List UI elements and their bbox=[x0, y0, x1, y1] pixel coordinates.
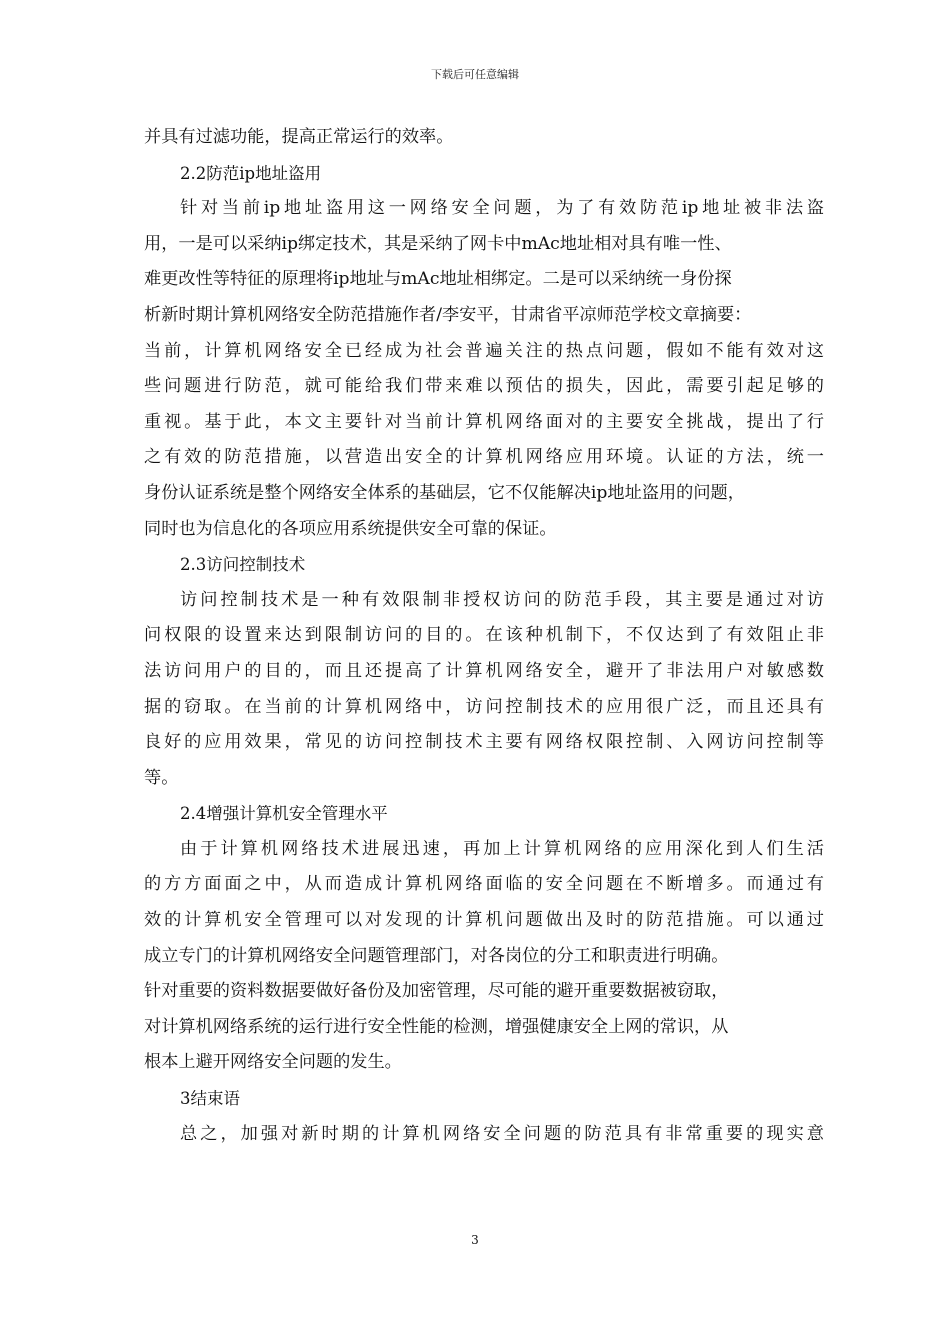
text-line: 总之，加强对新时期的计算机网络安全问题的防范具有非常重要的现实意 bbox=[180, 1123, 824, 1144]
text-line: 身份认证系统是整个网络安全体系的基础层，它不仅能解决ip地址盗用的问题， bbox=[144, 482, 745, 503]
section-heading: 2.4增强计算机安全管理水平 bbox=[180, 804, 388, 824]
text-line: 重视。基于此，本文主要针对当前计算机网络面对的主要安全挑战，提出了行 bbox=[144, 411, 824, 432]
text-line: 析新时期计算机网络安全防范措施作者/李安平，甘肃省平凉师范学校文章摘要： bbox=[144, 304, 752, 325]
text-line: 同时也为信息化的各项应用系统提供安全可靠的保证。 bbox=[144, 518, 557, 539]
text-line: 之有效的防范措施，以营造出安全的计算机网络应用环境。认证的方法，统一 bbox=[144, 447, 824, 468]
text-line: 对计算机网络系统的运行进行安全性能的检测，增强健康安全上网的常识，从 bbox=[144, 1016, 729, 1037]
text-line: 由于计算机网络技术进展迅速，再加上计算机网络的应用深化到人们生活 bbox=[180, 838, 824, 859]
text-line: 难更改性等特征的原理将ip地址与mAc地址相绑定。二是可以采纳统一身份探 bbox=[144, 269, 732, 290]
text-line: 访问控制技术是一种有效限制非授权访问的防范手段，其主要是通过对访 bbox=[180, 589, 824, 610]
text-line: 些问题进行防范，就可能给我们带来难以预估的损失，因此，需要引起足够的 bbox=[144, 376, 824, 397]
text-line: 效的计算机安全管理可以对发现的计算机问题做出及时的防范措施。可以通过 bbox=[144, 910, 824, 931]
section-heading: 2.2防范ip地址盗用 bbox=[180, 163, 322, 183]
text-line: 用，一是可以采纳ip绑定技术，其是采纳了网卡中mAc地址相对具有唯一性、 bbox=[144, 233, 732, 254]
text-line: 根本上避开网络安全问题的发生。 bbox=[144, 1052, 402, 1073]
page-number: 3 bbox=[471, 1233, 479, 1247]
text-line: 成立专门的计算机网络安全问题管理部门，对各岗位的分工和职责进行明确。 bbox=[144, 945, 729, 966]
text-line: 问权限的设置来达到限制访问的目的。在该种机制下，不仅达到了有效阻止非 bbox=[144, 625, 824, 646]
text-line: 针对当前ip地址盗用这一网络安全问题，为了有效防范ip地址被非法盗 bbox=[180, 198, 824, 219]
text-line: 的方方面面之中，从而造成计算机网络面临的安全问题在不断增多。而通过有 bbox=[144, 874, 824, 895]
document-body bbox=[144, 120, 824, 1152]
text-line: 当前，计算机网络安全已经成为社会普遍关注的热点问题，假如不能有效对这 bbox=[144, 340, 824, 361]
page-header: 下载后可任意编辑 bbox=[431, 68, 519, 81]
text-line: 针对重要的资料数据要做好备份及加密管理，尽可能的避开重要数据被窃取， bbox=[144, 981, 729, 1002]
section-heading: 3结束语 bbox=[180, 1089, 240, 1109]
text-line: 据的窃取。在当前的计算机网络中，访问控制技术的应用很广泛，而且还具有 bbox=[144, 696, 824, 717]
text-line: 良好的应用效果，常见的访问控制技术主要有网络权限控制、入网访问控制等 bbox=[144, 732, 824, 753]
text-line: 并具有过滤功能，提高正常运行的效率。 bbox=[144, 127, 454, 147]
text-line: 等。 bbox=[144, 767, 179, 788]
text-line: 法访问用户的目的，而且还提高了计算机网络安全，避开了非法用户对敏感数 bbox=[144, 660, 824, 681]
section-heading: 2.3访问控制技术 bbox=[180, 555, 306, 575]
